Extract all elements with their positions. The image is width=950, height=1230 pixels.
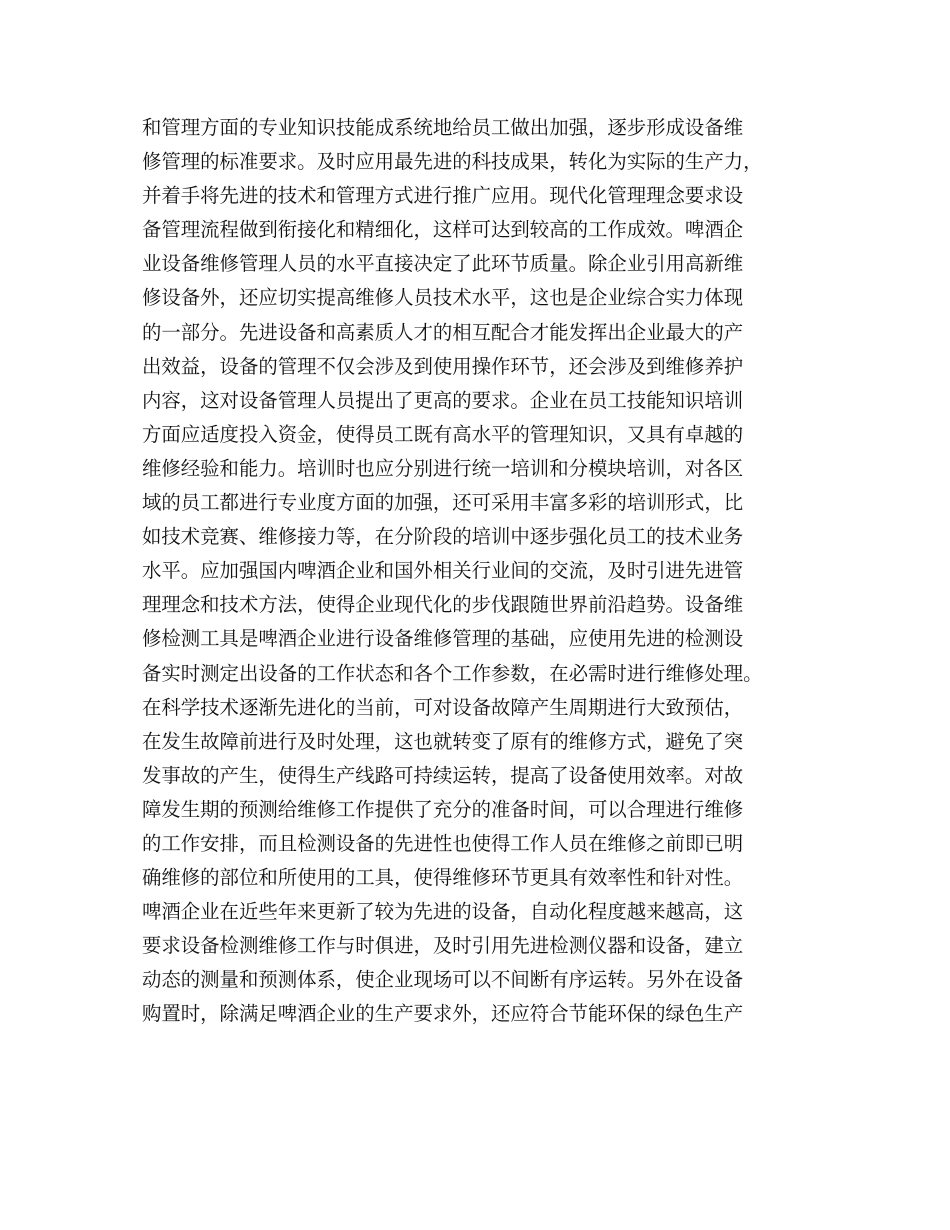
text-line: 维修经验和能力。培训时也应分别进行统一培训和分模块培训，对各区 [142, 456, 744, 480]
text-line: 理理念和技术方法，使得企业现代化的步伐跟随世界前沿趋势。设备维 [142, 593, 744, 617]
text-line: 水平。应加强国内啤酒企业和国外相关行业间的交流，及时引进先进管 [142, 559, 744, 583]
text-line: 确维修的部位和所使用的工具，使得维修环节更具有效率性和针对性。 [142, 866, 744, 890]
text-line: 修管理的标准要求。及时应用最先进的科技成果，转化为实际的生产力， [142, 150, 763, 174]
text-line: 域的员工都进行专业度方面的加强，还可采用丰富多彩的培训形式，比 [142, 491, 744, 515]
text-line: 并着手将先进的技术和管理方式进行推广应用。现代化管理理念要求设 [142, 184, 744, 208]
text-line: 的一部分。先进设备和高素质人才的相互配合才能发挥出企业最大的产 [142, 320, 744, 344]
text-line: 要求设备检测维修工作与时俱进，及时引用先进检测仪器和设备，建立 [142, 934, 744, 958]
text-line: 备管理流程做到衔接化和精细化，这样可达到较高的工作成效。啤酒企 [142, 218, 744, 242]
text-line: 的工作安排，而且检测设备的先进性也使得工作人员在维修之前即已明 [142, 831, 744, 855]
text-line: 障发生期的预测给维修工作提供了充分的准备时间，可以合理进行维修 [142, 797, 744, 821]
text-line: 业设备维修管理人员的水平直接决定了此环节质量。除企业引用高新维 [142, 252, 744, 276]
text-line: 如技术竞赛、维修接力等，在分阶段的培训中逐步强化员工的技术业务 [142, 525, 744, 549]
text-line: 在科学技术逐渐先进化的当前，可对设备故障产生周期进行大致预估， [142, 695, 744, 719]
text-line: 和管理方面的专业知识技能成系统地给员工做出加强，逐步形成设备维 [142, 116, 744, 139]
text-line: 方面应适度投入资金，使得员工既有高水平的管理知识，又具有卓越的 [142, 422, 744, 446]
text-line: 动态的测量和预测体系，使企业现场可以不间断有序运转。另外在设备 [142, 968, 744, 992]
text-line: 修检测工具是啤酒企业进行设备维修管理的基础，应使用先进的检测设 [142, 627, 744, 651]
text-line: 在发生故障前进行及时处理，这也就转变了原有的维修方式，避免了突 [142, 729, 744, 753]
text-line: 修设备外，还应切实提高维修人员技术水平，这也是企业综合实力体现 [142, 286, 744, 310]
text-line: 啤酒企业在近些年来更新了较为先进的设备，自动化程度越来越高，这 [142, 900, 744, 924]
text-line: 出效益，设备的管理不仅会涉及到使用操作环节，还会涉及到维修养护 [142, 354, 744, 378]
text-line: 发事故的产生，使得生产线路可持续运转，提高了设备使用效率。对故 [142, 763, 744, 787]
text-line: 备实时测定出设备的工作状态和各个工作参数，在必需时进行维修处理。 [142, 661, 763, 685]
text-line: 内容，这对设备管理人员提出了更高的要求。企业在员工技能知识培训 [142, 388, 744, 412]
text-line: 购置时，除满足啤酒企业的生产要求外，还应符合节能环保的绿色生产 [142, 1002, 744, 1026]
body-paragraph [142, 111, 822, 1032]
